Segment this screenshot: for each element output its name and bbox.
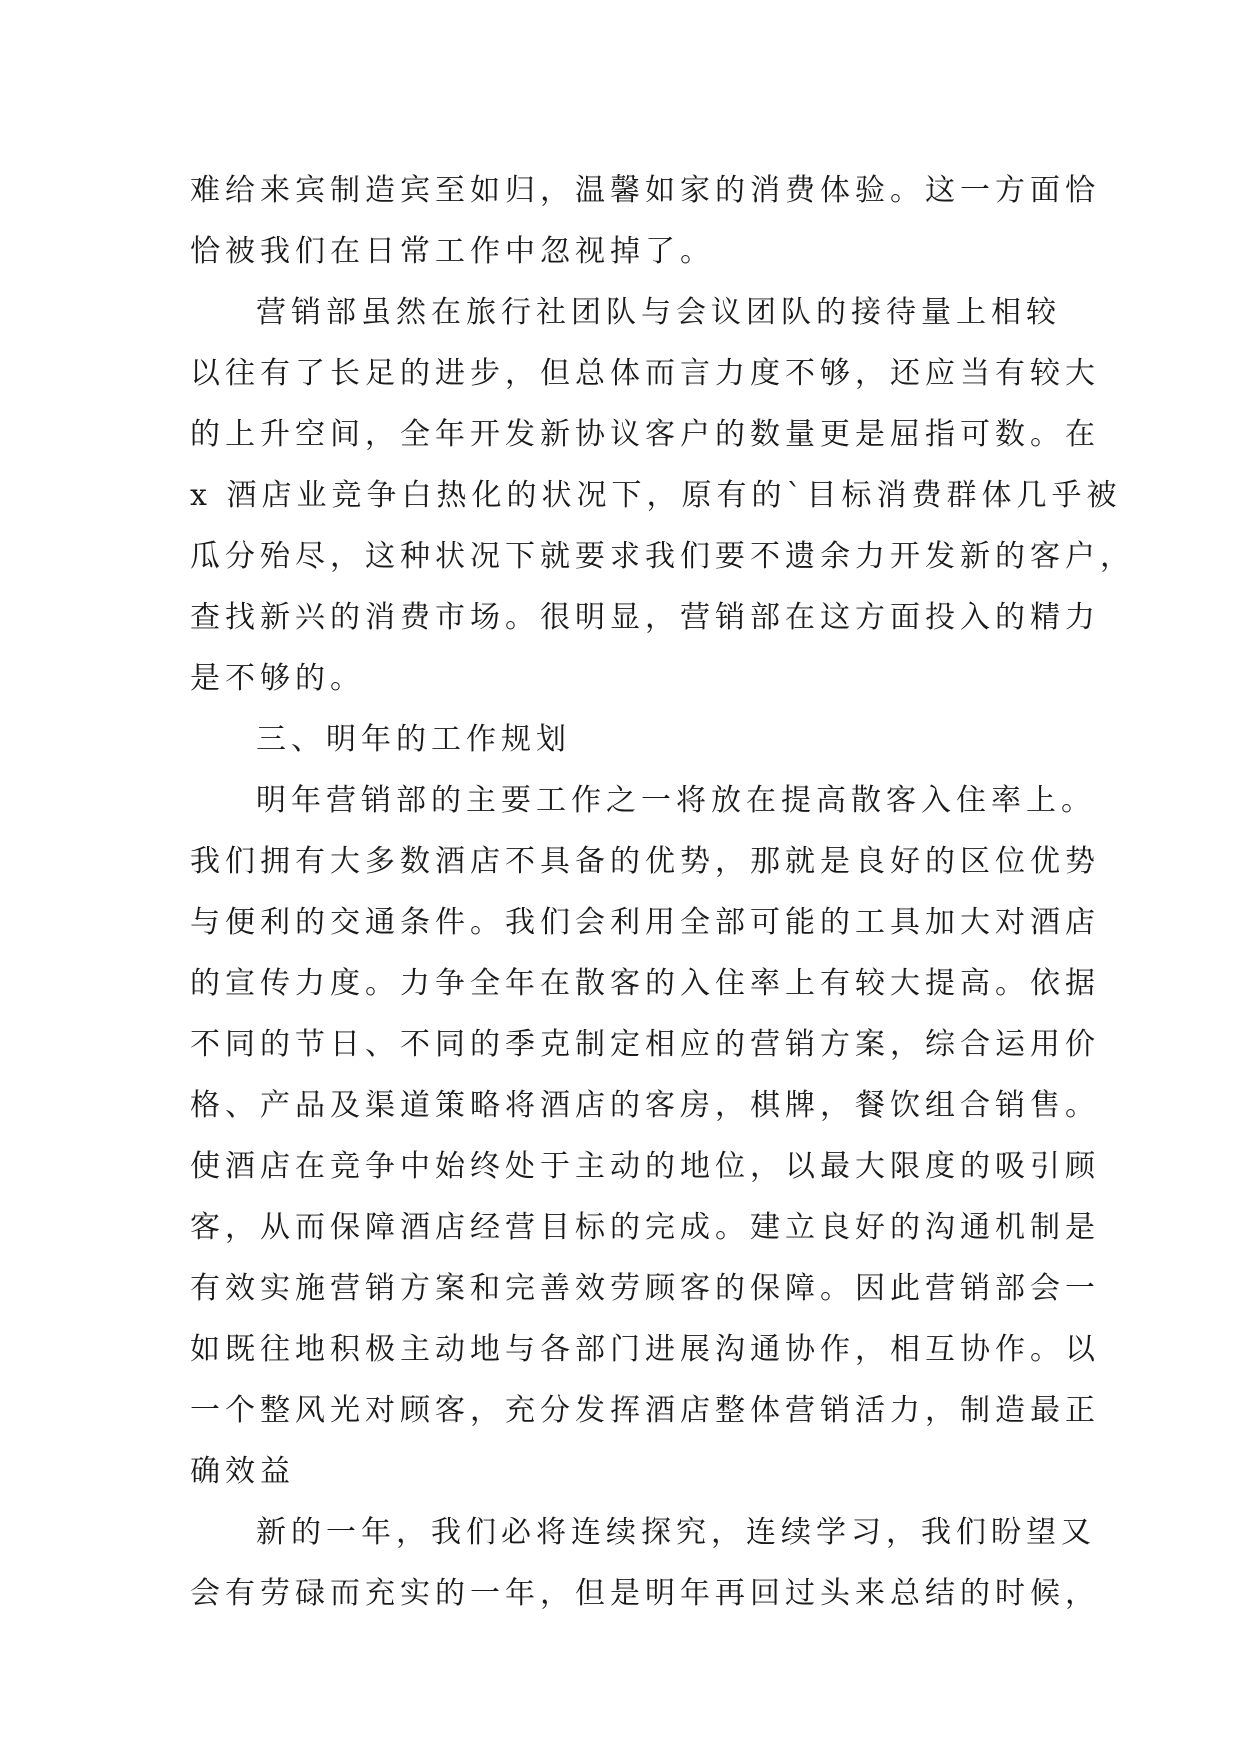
paragraph-next-year-plan <box>190 770 1100 1502</box>
document-body <box>190 160 1135 1624</box>
section-heading <box>190 709 1060 770</box>
text-line: 确效益 <box>190 1454 295 1489</box>
text-line: 使酒店在竞争中始终处于主动的地位，以最大限度的吸引顾 <box>190 1149 1100 1184</box>
text-line: 恰被我们在日常工作中忽视掉了。 <box>190 234 715 269</box>
text-line: 以往有了长足的进步，但总体而言力度不够，还应当有较大 <box>190 356 1100 391</box>
paragraph-marketing-shortfall <box>190 282 1135 709</box>
paragraph-service-experience <box>190 160 1100 282</box>
text-line: 不同的节日、不同的季克制定相应的营销方案，综合运用价 <box>190 1027 1100 1062</box>
text-line: 与便利的交通条件。我们会利用全部可能的工具加大对酒店 <box>190 905 1100 940</box>
text-line: 是不够的。 <box>190 661 365 696</box>
text-line: 明年营销部的主要工作之一将放在提高散客入住率上。 <box>256 783 1096 818</box>
text-line: 会有劳碌而充实的一年，但是明年再回过头来总结的时候， <box>190 1576 1100 1611</box>
text-line: 的宣传力度。力争全年在散客的入住率上有较大提高。依据 <box>190 966 1100 1001</box>
text-line: 客，从而保障酒店经营目标的完成。建立良好的沟通机制是 <box>190 1210 1100 1245</box>
text-line: 的上升空间，全年开发新协议客户的数量更是屈指可数。在 <box>190 417 1100 452</box>
text-line: 我们拥有大多数酒店不具备的优势，那就是良好的区位优势 <box>190 844 1100 879</box>
section-heading-text: 三、明年的工作规划 <box>256 722 571 757</box>
text-line: 如既往地积极主动地与各部门进展沟通协作，相互协作。以 <box>190 1332 1100 1367</box>
text-line: x 酒店业竞争白热化的状况下，原有的`目标消费群体几乎被 <box>190 478 1122 513</box>
text-line: 查找新兴的消费市场。很明显，营销部在这方面投入的精力 <box>190 600 1100 635</box>
text-line: 瓜分殆尽，这种状况下就要求我们要不遗余力开发新的客户， <box>190 539 1135 574</box>
text-line: 新的一年，我们必将连续探究，连续学习，我们盼望又 <box>256 1515 1096 1550</box>
paragraph-new-year-outlook <box>190 1502 1100 1624</box>
text-line: 难给来宾制造宾至如归，温馨如家的消费体验。这一方面恰 <box>190 173 1100 208</box>
text-line: 有效实施营销方案和完善效劳顾客的保障。因此营销部会一 <box>190 1271 1100 1306</box>
text-line: 一个整风光对顾客，充分发挥酒店整体营销活力，制造最正 <box>190 1393 1100 1428</box>
text-line: 格、产品及渠道策略将酒店的客房，棋牌，餐饮组合销售。 <box>190 1088 1100 1123</box>
text-line: 营销部虽然在旅行社团队与会议团队的接待量上相较 <box>256 295 1061 330</box>
